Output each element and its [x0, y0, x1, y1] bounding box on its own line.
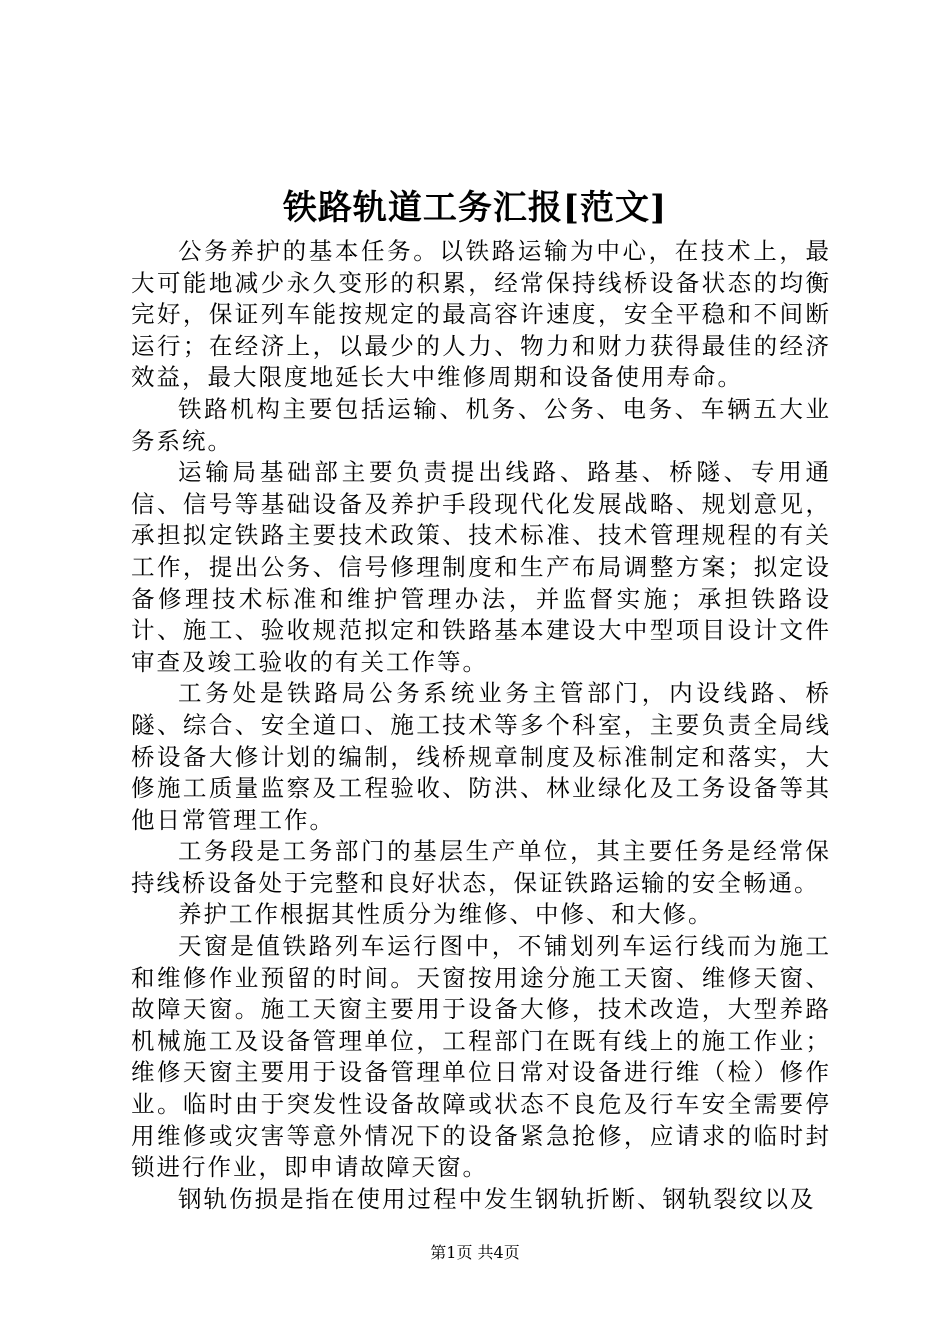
- document-body: [131, 236, 831, 1215]
- page-number-footer: 第1页 共4页: [430, 1243, 520, 1262]
- paragraph: 公务养护的基本任务。以铁路运输为中心，在技术上，最大可能地减少永久变形的积累，经常保持线桥设备状态的均衡完好，保证列车能按规定的最高容许速度，安全平稳和不间断运行；在经济上，以最少的人力、物力和财力获得最佳的经济效益，最大限度地延长大中维修周期和设备使用寿命。: [131, 237, 831, 392]
- paragraph: 养护工作根据其性质分为维修、中修、和大修。: [178, 900, 714, 929]
- paragraph: 工务处是铁路局公务系统业务主管部门，内设线路、桥隧、综合、安全道口、施工技术等多个科室，主要负责全局线桥设备大修计划的编制，线桥规章制度及标准制定和落实，大修施工质量监察及工程验收、防洪、林业绿化及工务设备等其他日常管理工作。: [131, 679, 831, 834]
- paragraph: 钢轨伤损是指在使用过程中发生钢轨折断、钢轨裂纹以及: [178, 1184, 816, 1213]
- paragraph: 铁路机构主要包括运输、机务、公务、电务、车辆五大业务系统。: [131, 394, 831, 455]
- paragraph: 工务段是工务部门的基层生产单位，其主要任务是经常保持线桥设备处于完整和良好状态，保证铁路运输的安全畅通。: [131, 837, 831, 897]
- paragraph: 天窗是值铁路列车运行图中，不铺划列车运行线而为施工和维修作业预留的时间。天窗按用途分施工天窗、维修天窗、故障天窗。施工天窗主要用于设备大修，技术改造，大型养路机械施工及设备管理单位，工程部门在既有线上的施工作业；维修天窗主要用于设备管理单位日常对设备进行维（检）修作业。临时由于突发性设备故障或状态不良危及行车安全需要停用维修或灾害等意外情况下的设备紧急抢修，应请求的临时封锁进行作业，即申请故障天窗。: [131, 932, 831, 1182]
- document-title: 铁路轨道工务汇报[范文]: [282, 188, 668, 228]
- paragraph: 运输局基础部主要负责提出线路、路基、桥隧、专用通信、信号等基础设备及养护手段现代化发展战略、规划意见，承担拟定铁路主要技术政策、技术标准、技术管理规程的有关工作，提出公务、信号修理制度和生产布局调整方案；拟定设备修理技术标准和维护管理办法，并监督实施；承担铁路设计、施工、验收规范拟定和铁路基本建设大中型项目设计文件审查及竣工验收的有关工作等。: [131, 458, 831, 676]
